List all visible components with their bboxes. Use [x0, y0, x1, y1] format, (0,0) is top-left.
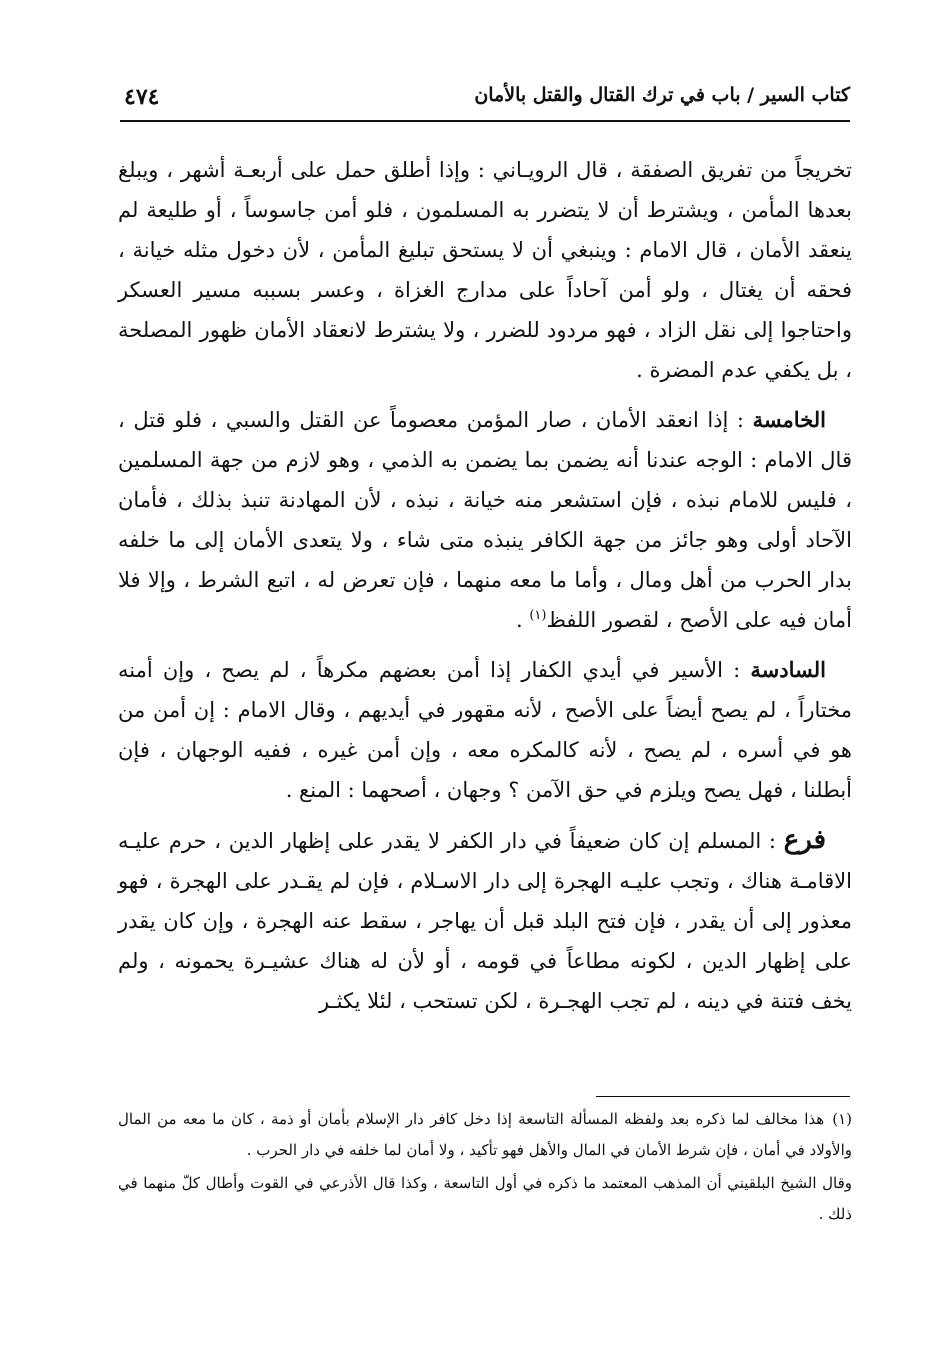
- footnote-item: [118, 1104, 852, 1166]
- paragraph-branch: [118, 820, 852, 1021]
- page-header: [120, 82, 850, 118]
- footnote-text: هذا مخالف لما ذكره بعد ولفظه المسألة التاسعة إذا دخل كافر دار الإسلام بأمان أو ذمة ، كان ما معه من المال والأولاد في أمان ، فإن شرط الأمان في المال والأهل فهو تأكيد ، ولا أمان لما خلفه في دار الحرب .: [118, 1110, 852, 1159]
- section-heading-fifth: الخامسة: [752, 407, 826, 432]
- footnotes: [118, 1104, 852, 1232]
- paragraph-text: : المسلم إن كان ضعيفاً في دار الكفر لا يقدر على إظهار الدين ، حرم عليـه الاقامـة هناك ، وتجب عليـه الهجرة إلى دار الاسـلام ، فإن لم يقـدر على الهجرة ، فهو معذور إلى أن يقدر ، فإن فتح البلد قبل أن يهاجر ، سقط عنه الهجرة ، وإن كان يقدر على إظهار الدين ، لكونه مطاعاً في قومه ، أو لأن له هناك عشيـرة يحمونه ، ولم يخف فتنة في دينه ، لم تجب الهجـرة ، لكن تستحب ، لئلا يكثـر: [118, 829, 852, 1013]
- paragraph-text: : الأسير في أيدي الكفار إذا أمن بعضهم مكرهاً ، لم يصح ، وإن أمنه مختاراً ، لم يصح أيضاً على الأصح ، لأنه مقهور في أيديهم ، وقال الامام : إن أمن من هو في أسره ، لم يصح ، لأنه كالمكره معه ، وإن أمن غيره ، ففيه الوجهان ، فإن أبطلنا ، فهل يصح ويلزم في حق الآمن ؟ وجهان ، أصحهما : المنع .: [118, 658, 852, 802]
- paragraph-continuation: [118, 150, 852, 390]
- main-text: [118, 150, 852, 1031]
- section-heading-branch: فرع: [783, 825, 826, 855]
- paragraph-text: : إذا انعقد الأمان ، صار المؤمن معصوماً عن القتل والسبي ، فلو قتل ، قال الامام : الوجه عندنا أنه يضمن بما يضمن به الذمي ، وهو لازم من جهة المسلمين ، فليس للامام نبذه ، فإن استشعر منه خيانة ، نبذه ، لأن المهادنة تنبذ بذلك ، فأمان الآحاد أولى وهو جائز من جهة الكافر ينبذه متى شاء ، ولا يتعدى الأمان إلى ما خلفه بدار الحرب من أهل ومال ، وأما ما معه منهما ، فإن تعرض له ، اتبع الشرط ، وإلا فلا أمان فيه على الأصح ، لقصور اللفظ: [118, 408, 852, 632]
- footnote-item: [118, 1168, 852, 1230]
- running-title: كتاب السير / باب في ترك القتال والقتل بالأمان: [474, 84, 850, 106]
- section-heading-sixth: السادسة: [750, 657, 826, 682]
- footnote-marker: (١): [832, 1110, 852, 1128]
- paragraph-end: .: [515, 608, 530, 632]
- paragraph-text: تخريجاً من تفريق الصفقة ، قال الرويـاني : وإذا أطلق حمل على أربعـة أشهر ، ويبلغ بعدها المأمن ، ويشترط أن لا يتضرر به المسلمون ، فلو أمن جاسوساً ، أو طليعة لم ينعقد الأمان ، قال الامام : وينبغي أن لا يستحق تبليغ المأمن ، لأن دخول مثله خيانة ، فحقه أن يغتال ، ولو أمن آحاداً على مدارج الغزاة ، وعسر بسببه مسير العسكر واحتاجوا إلى نقل الزاد ، فهو مردود للضرر ، ولا يشترط لانعقاد الأمان ظهور المصلحة ، بل يكفي عدم المضرة .: [118, 158, 852, 382]
- footnote-text: وقال الشيخ البلقيني أن المذهب المعتمد ما ذكره في أول التاسعة ، وكذا قال الأذرعي في القوت وأطال كلّ منهما في ذلك .: [118, 1174, 852, 1223]
- paragraph-fifth: [118, 400, 852, 640]
- footnote-rule: [596, 1096, 850, 1097]
- header-rule: [120, 120, 850, 122]
- footnote-reference[interactable]: (١): [529, 608, 547, 623]
- page-number: ٤٧٤: [124, 84, 160, 110]
- paragraph-sixth: [118, 650, 852, 810]
